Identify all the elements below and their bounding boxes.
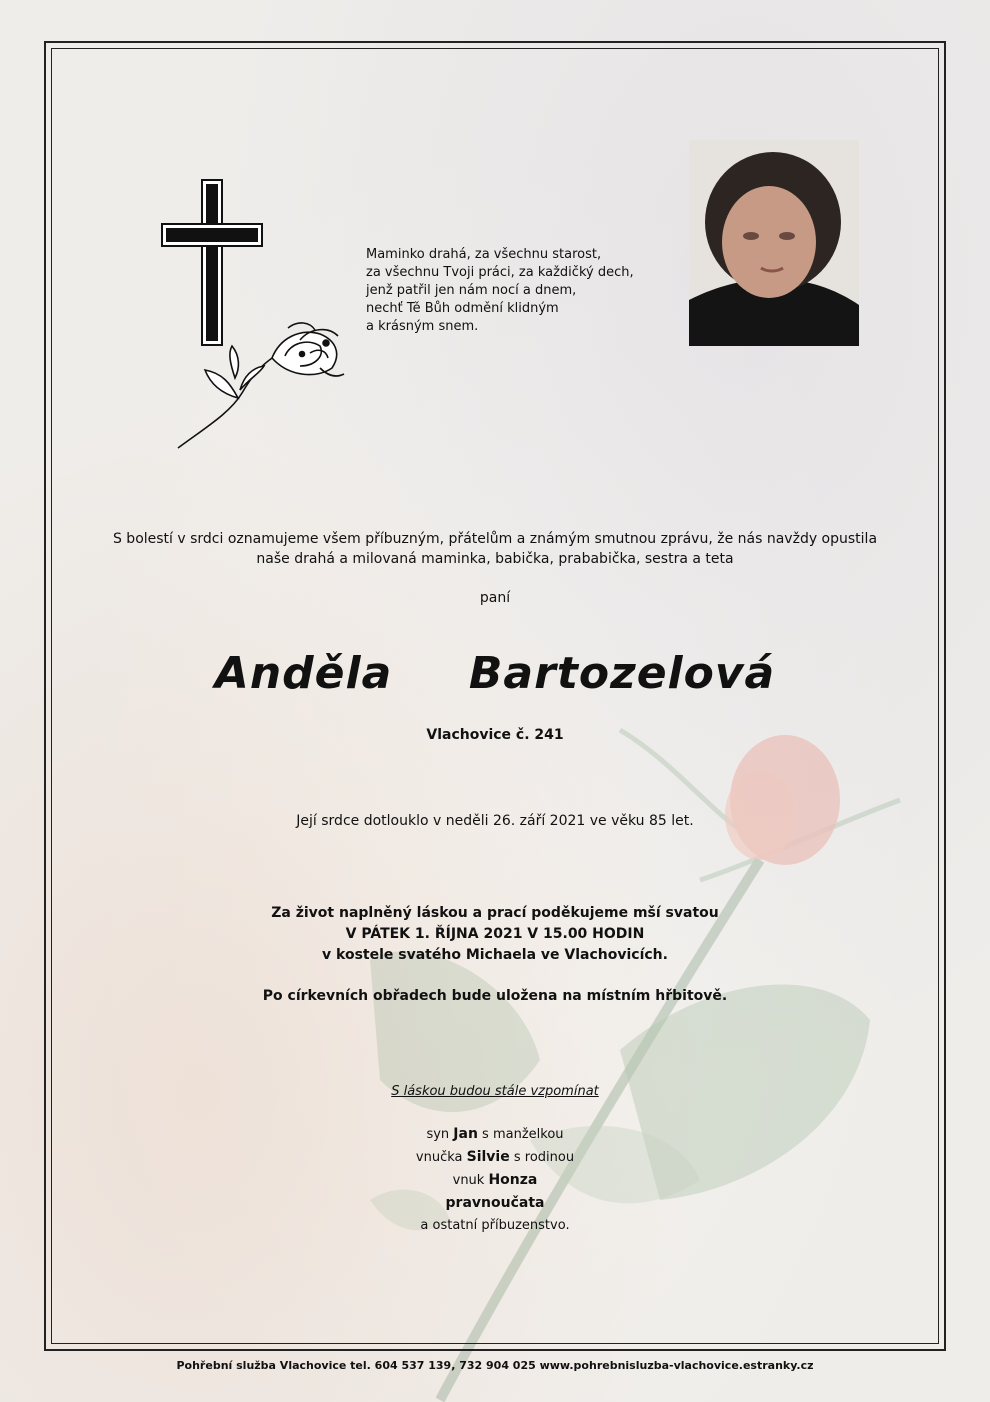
poem-line: Maminko drahá, za všechnu starost, [366, 247, 602, 262]
mourner-name: Jan [453, 1126, 478, 1142]
ceremony-place: v kostele svatého Michaela ve Vlachovicích. [322, 947, 668, 963]
mourner-line [60, 1192, 930, 1215]
ceremony-details [60, 903, 930, 966]
mourner-name: Honza [488, 1172, 538, 1188]
mourner-line: vnučka Silvie s rodinou [415, 1149, 575, 1165]
remembrance-heading: S láskou budou stále vzpomínat [391, 1084, 599, 1099]
announcement-text [60, 529, 930, 569]
mourner-name: pravnoučata [445, 1195, 545, 1211]
mourners-list [60, 1123, 930, 1237]
cross-icon [162, 180, 262, 345]
mourner-name: Silvie [466, 1149, 510, 1165]
cross-with-rose-icon [160, 178, 350, 453]
announcement-line: S bolestí v srdci oznamujeme všem příbuzným, přátelům a známým smutnou zprávu, že nás navždy opustila [112, 531, 878, 547]
deceased-portrait-photo [689, 140, 859, 346]
deceased-address: Vlachovice č. 241 [426, 727, 564, 743]
mourner-line: vnuk Honza [452, 1172, 538, 1188]
ceremony-date: V PÁTEK 1. ŘÍJNA 2021 V 15.00 HODIN [345, 926, 645, 942]
burial-notice: Po církevních obřadech bude uložena na místním hřbitově. [262, 988, 728, 1004]
title-word: paní [479, 590, 511, 606]
announcement-line: naše drahá a milovaná maminka, babička, prababička, sestra a teta [256, 551, 734, 567]
memorial-poem [366, 246, 666, 336]
death-notice: Její srdce dotlouklo v neděli 26. září 2021 ve věku 85 let. [296, 813, 694, 829]
mourner-line: a ostatní příbuzenstvo. [420, 1218, 570, 1233]
poem-line: jenž patřil jen nám nocí a dnem, [366, 283, 577, 298]
deceased-name: Anděla Bartozelová [214, 648, 776, 699]
footer-contact: Pohřební služba Vlachovice tel. 604 537 139, 732 904 025 www.pohrebnisluzba-vlachovice.estranky.cz [176, 1359, 814, 1372]
poem-line: za všechnu Tvoji práci, za každičký dech, [366, 265, 634, 280]
poem-line: nechť Tě Bůh odmění klidným [366, 301, 559, 316]
poem-line: a krásným snem. [366, 319, 479, 334]
ceremony-line: Za život naplněný láskou a prací poděkujeme mší svatou [271, 905, 719, 921]
mourner-line: syn Jan s manželkou [426, 1126, 564, 1142]
